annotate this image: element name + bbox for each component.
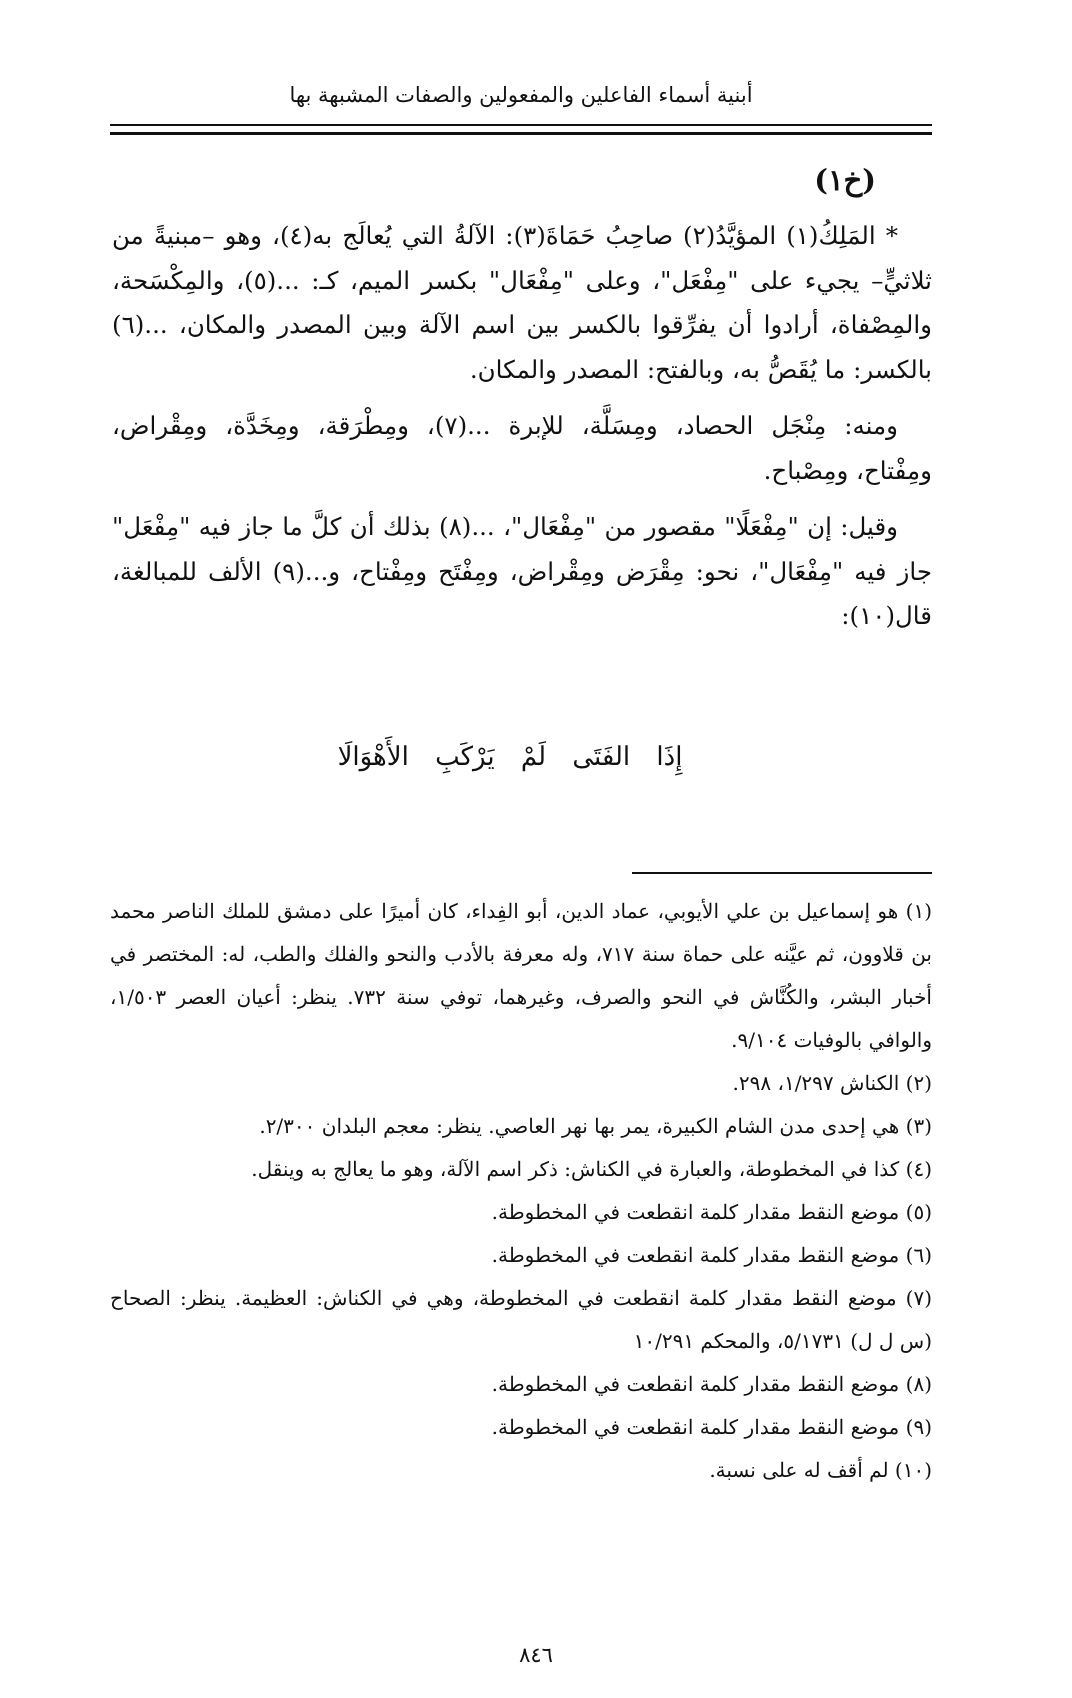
footnote-separator <box>632 872 932 874</box>
verse-line: إِذَا الفَتَى لَمْ يَرْكَبِ الأَهْوَالَا <box>337 742 683 772</box>
body-paragraph-1: * المَلِكُ(١) المؤيَّدُ(٢) صاحِبُ حَمَاةَ(٣): الآلةُ التي يُعالَج به(٤)، وهو –مبنيةً من ثلاثيٍّ– يجيء على "مِفْعَل"، وعلى "مِفْعَال" بكسر الميم، كـ: ...(٥)، والمِكْسَحة، والمِصْفاة، أرادوا أن يفرِّقوا بالكسر بين اسم الآلة وبين المصدر والمكان، ...(٦) بالكسر: ما يُقَصُّ به، وبالفتح: المصدر والمكان. <box>112 221 933 384</box>
footnote-5: (٥) موضع النقط مقدار كلمة انقطعت في المخطوطة. <box>491 1200 932 1224</box>
footnote-8: (٨) موضع النقط مقدار كلمة انقطعت في المخطوطة. <box>491 1372 932 1396</box>
footnote-2: (٢) الكناش ١/٢٩٧، ٢٩٨. <box>732 1071 932 1095</box>
footnote-7: (٧) موضع النقط مقدار كلمة انقطعت في المخطوطة، وهي في الكناش: العظيمة. ينظر: الصحاح (س ل ل) ٥/١٧٣١، والمحكم ١٠/٢٩١ <box>110 1286 932 1353</box>
body-paragraph-2: ومنه: مِنْجَل الحصاد، ومِسَلَّة، للإبرة ...(٧)، ومِطْرَقة، ومِخَدَّة، ومِقْراض، ومِفْتاح، ومِصْباح. <box>112 411 932 485</box>
body-text <box>112 214 932 651</box>
footnote-3: (٣) هي إحدى مدن الشام الكبيرة، يمر بها نهر العاصي. ينظر: معجم البلدان ٢/٣٠٠. <box>259 1114 932 1138</box>
header-rule-thin <box>110 124 932 126</box>
footnote-1: (١) هو إسماعيل بن علي الأيوبي، عماد الدين، أبو الفِداء، كان أميرًا على دمشق للملك الناصر محمد بن قلاوون، ثم عيَّنه على حماة سنة ٧١٧، وله معرفة بالأدب والنحو والفلك والطب، له: المختصر في أخبار البشر، والكُنَّاش في النحو والصرف، وغيرهما، توفي سنة ٧٣٢. ينظر: أعيان العصر ١/٥٠٣، والوافي بالوفيات ٩/١٠٤. <box>110 899 932 1052</box>
footnote-10: (١٠) لم أقف له على نسبة. <box>709 1458 932 1482</box>
body-paragraph-3: وقيل: إن "مِفْعَلًا" مقصور من "مِفْعَال"، ...(٨) بذلك أن كلَّ ما جاز فيه "مِفْعَل" جاز فيه "مِفْعَال"، نحو: مِقْرَض ومِقْراض، ومِفْتَح ومِفْتاح، و...(٩) الألف للمبالغة، قال(١٠): <box>112 512 933 630</box>
page-number: ٨٤٦ <box>519 1643 553 1667</box>
section-mark: (خ١) <box>814 163 876 197</box>
footnotes <box>110 890 932 1492</box>
footnote-6: (٦) موضع النقط مقدار كلمة انقطعت في المخطوطة. <box>491 1243 932 1267</box>
footnote-4: (٤) كذا في المخطوطة، والعبارة في الكناش: ذكر اسم الآلة، وهو ما يعالج به وينقل. <box>251 1157 932 1181</box>
running-title: أبنية أسماء الفاعلين والمفعولين والصفات المشبهة بها <box>289 83 753 107</box>
footnote-9: (٩) موضع النقط مقدار كلمة انقطعت في المخطوطة. <box>491 1415 932 1439</box>
header-rule-thick <box>110 132 932 135</box>
